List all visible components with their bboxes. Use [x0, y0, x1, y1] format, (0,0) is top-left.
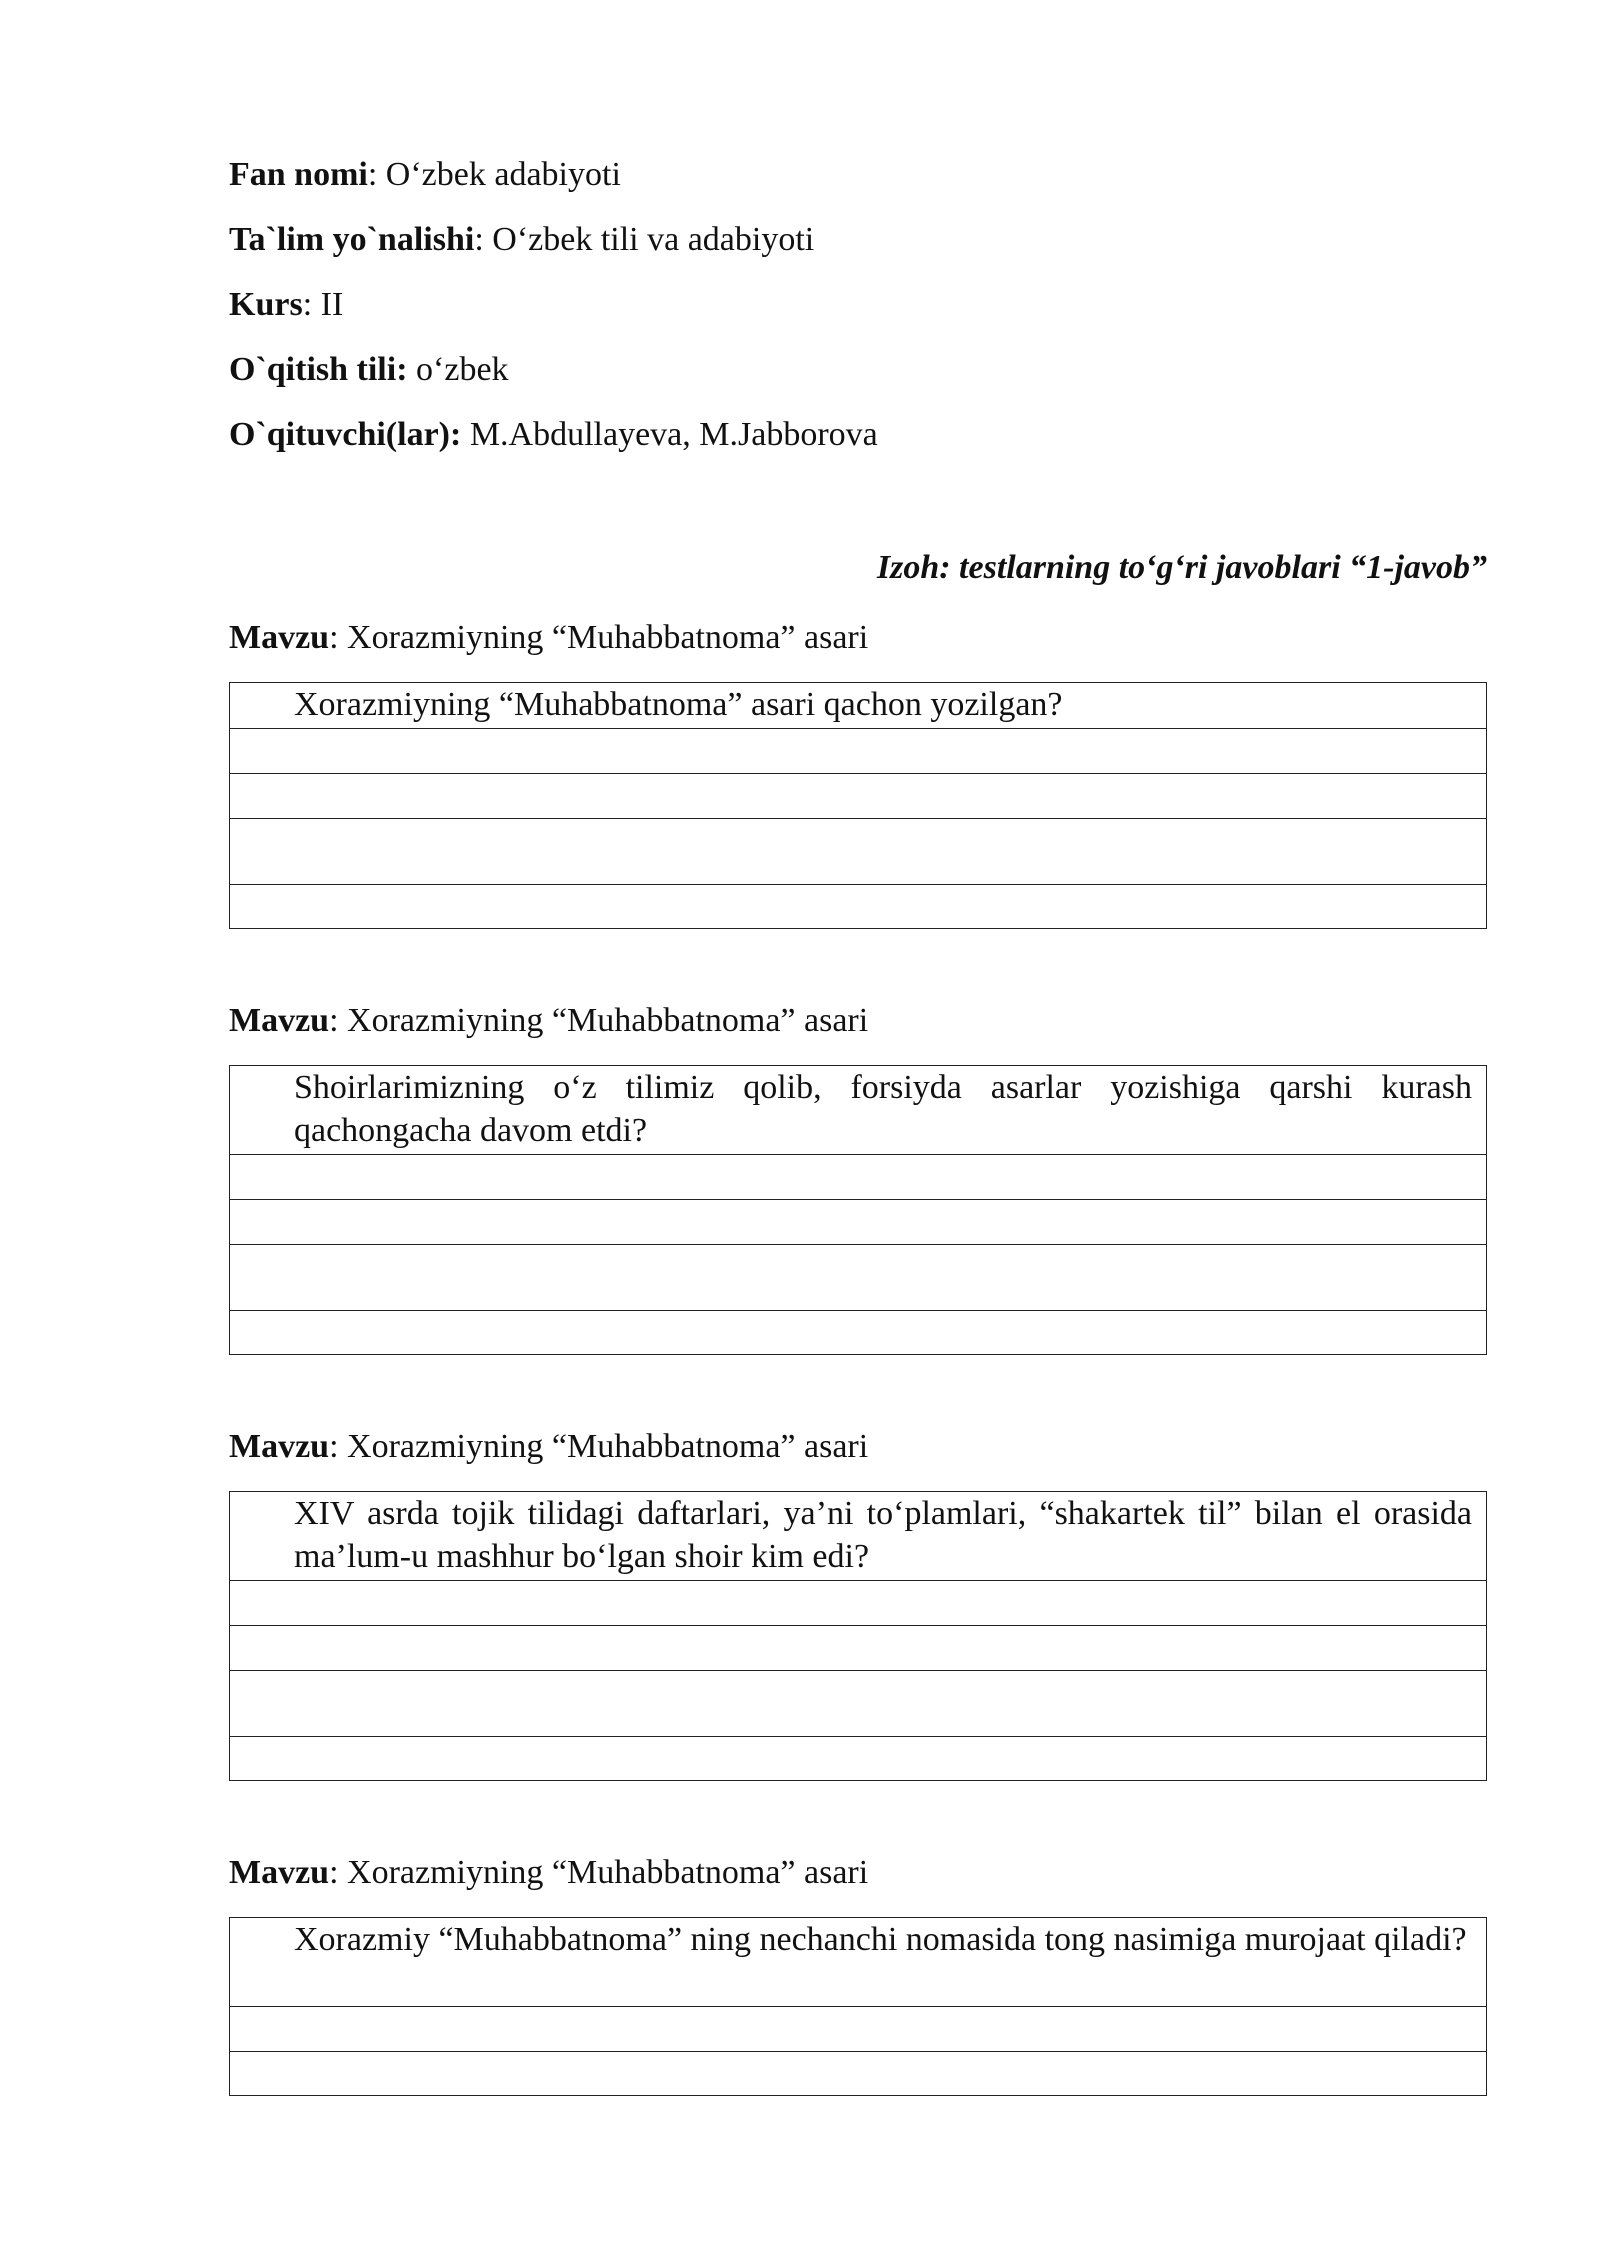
answer-row: [230, 728, 1486, 773]
language-line: [229, 347, 878, 412]
answer-row: [230, 884, 1486, 928]
direction-value: : O‘zbek tili va adabiyoti: [474, 221, 815, 258]
topic-label: Mavzu: [229, 1428, 330, 1465]
language-label: O`qitish tili:: [229, 351, 408, 388]
answer-row: [230, 2006, 1486, 2051]
topic-label: Mavzu: [229, 1854, 330, 1891]
topic-value: : Xorazmiyning “Muhabbatnoma” asari: [329, 1002, 869, 1039]
answer-row: [230, 1580, 1486, 1625]
topic-value: : Xorazmiyning “Muhabbatnoma” asari: [329, 619, 869, 656]
teachers-value: M.Abdullayeva, M.Jabborova: [461, 416, 878, 453]
topic-label: Mavzu: [229, 619, 330, 656]
topic-line: [229, 1850, 868, 1896]
question-text: XIV asrda tojik tilidagi daftarlari, ya’ni to‘plamlari, “shakartek til” bilan el orasida ma’lum-u mashhur bo‘lgan shoir kim edi?: [294, 1495, 1472, 1575]
question-table: [229, 682, 1487, 929]
question-text: Shoirlarimizning o‘z tilimiz qolib, forsiyda asarlar yozishiga qarshi kurash qachongacha davom etdi?: [294, 1069, 1472, 1149]
question-row: [230, 1066, 1486, 1154]
answer-note: Izoh: testlarning to‘g‘ri javoblari “1-javob”: [876, 549, 1487, 586]
subject-label: Fan nomi: [229, 156, 368, 193]
answer-row: [230, 1154, 1486, 1199]
question-row: [230, 1918, 1486, 2006]
answer-row: [230, 1625, 1486, 1670]
answer-row: [230, 1244, 1486, 1310]
course-label: Kurs: [229, 286, 303, 323]
question-text: Xorazmiy “Muhabbatnoma” ning nechanchi nomasida tong nasimiga murojaat qiladi?: [294, 1921, 1467, 1958]
teachers-line: [229, 412, 878, 477]
course-line: [229, 282, 878, 347]
subject-value: : O‘zbek adabiyoti: [367, 156, 621, 193]
question-text: Xorazmiyning “Muhabbatnoma” asari qachon yozilgan?: [294, 686, 1063, 723]
question-table: [229, 1917, 1487, 2096]
topic-line: [229, 1424, 868, 1470]
course-info: [229, 152, 878, 477]
direction-label: Ta`lim yo`nalishi: [229, 221, 475, 258]
question-row: [230, 683, 1486, 728]
topic-value: : Xorazmiyning “Muhabbatnoma” asari: [329, 1854, 869, 1891]
answer-row: [230, 818, 1486, 884]
answer-row: [230, 773, 1486, 818]
language-value: o‘zbek: [407, 351, 509, 388]
question-table: [229, 1491, 1487, 1781]
answer-row: [230, 2051, 1486, 2095]
subject-line: [229, 152, 878, 217]
teachers-label: O`qituvchi(lar):: [229, 416, 462, 453]
answer-row: [230, 1670, 1486, 1736]
question-row: [230, 1492, 1486, 1580]
answer-row: [230, 1736, 1486, 1780]
direction-line: [229, 217, 878, 282]
topic-value: : Xorazmiyning “Muhabbatnoma” asari: [329, 1428, 869, 1465]
course-value: : II: [302, 286, 344, 323]
question-table: [229, 1065, 1487, 1355]
answer-row: [230, 1199, 1486, 1244]
topic-label: Mavzu: [229, 1002, 330, 1039]
topic-line: [229, 998, 868, 1044]
topic-line: [229, 615, 868, 661]
answer-row: [230, 1310, 1486, 1354]
